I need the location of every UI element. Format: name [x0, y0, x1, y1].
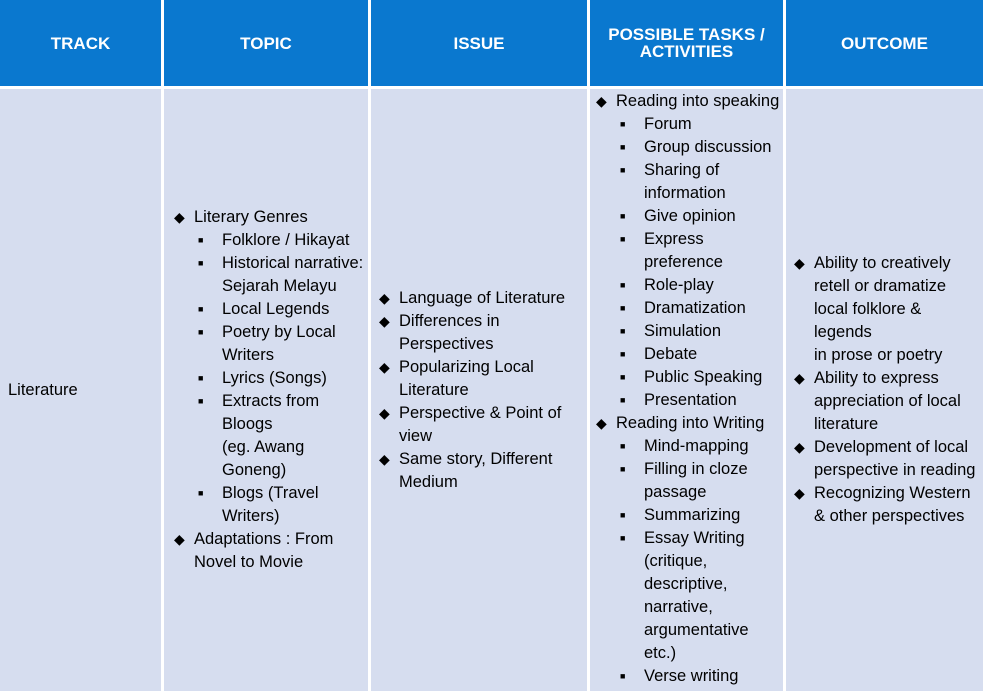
topic-subitem — [194, 482, 368, 528]
header-tasks-line1: POSSIBLE TASKS / — [608, 25, 765, 44]
tasks-group — [592, 412, 783, 688]
header-outcome-label: OUTCOME — [841, 33, 928, 53]
issue-item-label — [399, 404, 561, 445]
topic-subitem-label — [222, 484, 319, 525]
tasks-sublist — [616, 435, 783, 688]
square-bullet-icon: ■ — [198, 396, 204, 406]
task-item-label — [644, 529, 749, 662]
line-text: Historical narrative: — [222, 254, 364, 272]
square-bullet-icon: ■ — [620, 671, 626, 681]
topic-subitem — [194, 298, 368, 321]
line-text: Sharing of — [644, 161, 720, 179]
line-text: argumentative — [644, 621, 749, 639]
square-bullet-icon: ■ — [620, 234, 626, 244]
line-text: Essay Writing — [644, 529, 745, 547]
line-text: Development of local — [814, 438, 969, 456]
task-item-label — [644, 460, 748, 501]
line-text: Literature — [399, 380, 469, 399]
square-bullet-icon: ■ — [620, 372, 626, 382]
square-bullet-icon: ■ — [198, 488, 204, 498]
topic-subitem-label — [222, 369, 327, 387]
line-text: Popularizing Local — [399, 357, 534, 376]
line-text: Verse writing — [644, 667, 739, 685]
diamond-bullet-icon: ◆ — [379, 358, 390, 375]
line-text: Simulation — [644, 322, 722, 340]
issue-item-label — [399, 358, 534, 399]
outcome-item-label — [814, 438, 975, 479]
task-item — [616, 274, 783, 297]
header-track — [0, 0, 161, 86]
line-text: Folklore / Hikayat — [222, 231, 350, 249]
diamond-bullet-icon: ◆ — [596, 415, 607, 431]
square-bullet-icon: ■ — [620, 142, 626, 152]
line-text: preference — [644, 253, 723, 271]
line-text: Public Speaking — [644, 368, 763, 386]
task-item-label — [644, 138, 771, 156]
task-item — [616, 435, 783, 458]
line-text: etc.) — [644, 644, 677, 662]
diamond-bullet-icon: ◆ — [379, 312, 390, 329]
topic-subitem-label — [222, 231, 349, 249]
square-bullet-icon: ■ — [620, 211, 626, 221]
topic-subitem-label — [222, 323, 336, 364]
line-text: Sejarah Melayu — [222, 277, 337, 295]
line-text: Role-play — [644, 276, 714, 294]
task-item — [616, 228, 783, 274]
topic-list — [170, 206, 368, 574]
issue-item — [375, 402, 587, 448]
task-item-label — [644, 368, 762, 386]
square-bullet-icon: ■ — [198, 304, 204, 314]
header-issue-label: ISSUE — [453, 33, 505, 53]
line-text: Debate — [644, 345, 698, 363]
line-text: Filling in cloze — [644, 460, 748, 478]
square-bullet-icon: ■ — [620, 303, 626, 313]
line-text: information — [644, 184, 726, 202]
square-bullet-icon: ■ — [620, 280, 626, 290]
square-bullet-icon: ■ — [620, 326, 626, 336]
outcome-item — [790, 436, 983, 482]
diamond-bullet-icon: ◆ — [794, 370, 805, 386]
header-outcome — [786, 0, 983, 86]
topic-item — [170, 528, 368, 574]
topic-subitem — [194, 367, 368, 390]
issue-item — [375, 287, 587, 310]
task-item-label — [644, 667, 738, 685]
line-text: (critique, — [644, 552, 708, 570]
task-item-label — [644, 322, 721, 340]
line-text: Ability to creatively — [814, 254, 951, 272]
line-text: local folklore & legends — [814, 300, 922, 341]
issue-item — [375, 448, 587, 494]
task-item-label — [644, 437, 749, 455]
task-item — [616, 159, 783, 205]
diamond-bullet-icon: ◆ — [379, 450, 390, 467]
topic-subitem — [194, 390, 368, 482]
line-text: Extracts from Bloogs — [222, 392, 320, 433]
tasks-sublist — [616, 113, 783, 412]
diamond-bullet-icon: ◆ — [174, 531, 185, 547]
header-tasks — [590, 0, 783, 86]
line-text: Mind-mapping — [644, 437, 749, 455]
line-text: descriptive, — [644, 575, 728, 593]
topic-item-label — [194, 530, 333, 571]
task-item-label — [644, 391, 737, 409]
outcome-item — [790, 367, 983, 436]
task-item-label — [644, 207, 736, 225]
task-item-label — [644, 506, 740, 524]
task-item — [616, 665, 783, 688]
header-issue — [371, 0, 587, 86]
topic-subitem — [194, 321, 368, 367]
cell-tasks — [590, 89, 783, 691]
line-text: Adaptations : From — [194, 530, 334, 548]
line-text: Differences in — [399, 311, 500, 330]
line-text: in prose or poetry — [814, 346, 943, 364]
line-text: Summarizing — [644, 506, 741, 524]
task-item — [616, 297, 783, 320]
line-text: Writers — [222, 346, 274, 364]
tasks-group-label: Reading into speaking — [616, 92, 780, 110]
line-text: Same story, Different — [399, 449, 553, 468]
cell-track — [0, 89, 161, 691]
cell-issue — [371, 89, 587, 691]
line-text: Lyrics (Songs) — [222, 369, 327, 387]
square-bullet-icon: ■ — [198, 327, 204, 337]
line-text: Local Legends — [222, 300, 330, 318]
header-topic-label: TOPIC — [240, 33, 292, 53]
diamond-bullet-icon: ◆ — [794, 255, 805, 271]
line-text: Language of Literature — [399, 288, 566, 307]
line-text: Presentation — [644, 391, 737, 409]
header-tasks-line2: ACTIVITIES — [639, 42, 734, 61]
diamond-bullet-icon: ◆ — [379, 289, 390, 306]
line-text: & other perspectives — [814, 507, 965, 525]
line-text: passage — [644, 483, 707, 501]
line-text: literature — [814, 415, 879, 433]
header-track-label: TRACK — [50, 33, 111, 53]
task-item-label — [644, 299, 746, 317]
task-item-label — [644, 276, 714, 294]
square-bullet-icon: ■ — [198, 373, 204, 383]
line-text: perspective in reading — [814, 461, 976, 479]
cell-outcome — [786, 89, 983, 691]
task-item — [616, 366, 783, 389]
outcome-item-label — [814, 369, 961, 433]
topic-sublist — [194, 229, 368, 528]
diamond-bullet-icon: ◆ — [174, 209, 185, 225]
square-bullet-icon: ■ — [620, 464, 626, 474]
topic-subitem — [194, 229, 368, 252]
task-item — [616, 343, 783, 366]
line-text: Dramatization — [644, 299, 746, 317]
task-item-label — [644, 115, 692, 133]
header-topic — [164, 0, 368, 86]
track-value: Literature — [8, 380, 78, 399]
line-text: Blogs (Travel — [222, 484, 319, 502]
square-bullet-icon: ■ — [620, 510, 626, 520]
line-text: Recognizing Western — [814, 484, 971, 502]
task-item — [616, 320, 783, 343]
tasks-group-label: Reading into Writing — [616, 414, 765, 432]
square-bullet-icon: ■ — [620, 533, 626, 543]
outcome-list — [790, 252, 983, 528]
task-item-label — [644, 345, 697, 363]
tasks-list — [592, 90, 783, 688]
topic-subitem — [194, 252, 368, 298]
task-item — [616, 458, 783, 504]
task-item — [616, 504, 783, 527]
diamond-bullet-icon: ◆ — [794, 439, 805, 455]
line-text: Novel to Movie — [194, 553, 304, 571]
task-item-label — [644, 161, 726, 202]
outcome-item — [790, 252, 983, 367]
line-text: Perspectives — [399, 334, 494, 353]
topic-subitem-label — [222, 392, 319, 479]
topic-item — [170, 206, 368, 528]
square-bullet-icon: ■ — [198, 235, 204, 245]
tasks-group — [592, 90, 783, 412]
task-item — [616, 136, 783, 159]
issue-item — [375, 310, 587, 356]
square-bullet-icon: ■ — [620, 395, 626, 405]
line-text: Group discussion — [644, 138, 772, 156]
square-bullet-icon: ■ — [198, 258, 204, 268]
topic-subitem-label — [222, 254, 363, 295]
line-text: narrative, — [644, 598, 713, 616]
issue-item — [375, 356, 587, 402]
outcome-item — [790, 482, 983, 528]
issue-item-label — [399, 450, 552, 491]
line-text: Ability to express — [814, 369, 939, 387]
line-text: appreciation of local — [814, 392, 961, 410]
task-item — [616, 205, 783, 228]
line-text: retell or dramatize — [814, 277, 947, 295]
line-text: (eg. Awang Goneng) — [222, 438, 305, 479]
square-bullet-icon: ■ — [620, 119, 626, 129]
topic-subitem-label — [222, 300, 329, 318]
line-text: Give opinion — [644, 207, 736, 225]
cell-topic — [164, 89, 368, 691]
issue-list — [375, 287, 587, 494]
square-bullet-icon: ■ — [620, 165, 626, 175]
diamond-bullet-icon: ◆ — [794, 485, 805, 501]
line-text: view — [399, 426, 433, 445]
line-text: Express — [644, 230, 704, 248]
line-text: Perspective & Point of — [399, 403, 562, 422]
task-item-label — [644, 230, 723, 271]
issue-item-label — [399, 289, 565, 307]
line-text: Poetry by Local — [222, 323, 336, 341]
diamond-bullet-icon: ◆ — [596, 93, 607, 109]
issue-item-label — [399, 312, 500, 353]
square-bullet-icon: ■ — [620, 441, 626, 451]
topic-item-label: Literary Genres — [194, 208, 308, 226]
line-text: Forum — [644, 115, 692, 133]
outcome-item-label — [814, 484, 971, 525]
task-item — [616, 527, 783, 665]
diamond-bullet-icon: ◆ — [379, 404, 390, 421]
task-item — [616, 113, 783, 136]
task-item — [616, 389, 783, 412]
line-text: Medium — [399, 472, 458, 491]
line-text: Writers) — [222, 507, 280, 525]
outcome-item-label — [814, 254, 951, 364]
square-bullet-icon: ■ — [620, 349, 626, 359]
